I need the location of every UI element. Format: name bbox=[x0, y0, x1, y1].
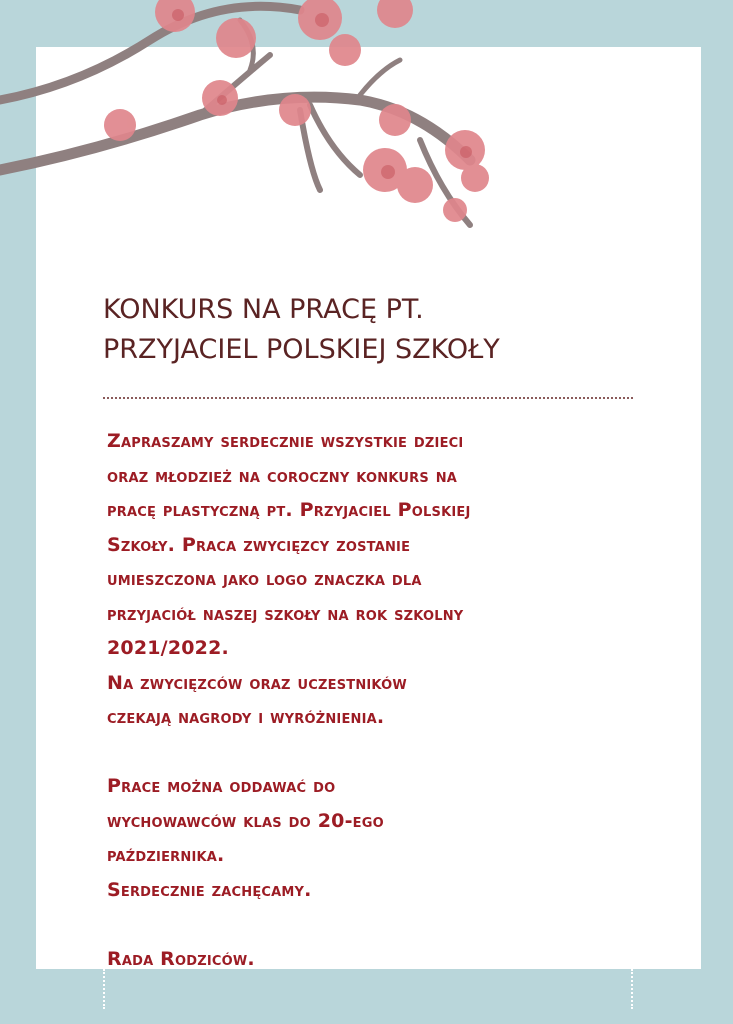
body-line: pracę plastyczną pt. Przyjaciel Polskiej bbox=[107, 499, 471, 521]
body-line: 2021/2022. bbox=[107, 637, 229, 659]
body-line: Prace można oddawać do bbox=[107, 775, 336, 797]
paragraph-gap bbox=[107, 735, 667, 770]
body-line: czekają nagrody i wyróżnienia. bbox=[107, 706, 385, 728]
body-line: umieszczona jako logo znaczka dla bbox=[107, 568, 422, 590]
dotted-marker-left bbox=[103, 969, 105, 1009]
body-line: Na zwycięzców oraz uczestników bbox=[107, 671, 407, 694]
dotted-marker-right bbox=[631, 969, 633, 1009]
title-line-1: KONKURS NA PRACĘ PT. bbox=[103, 294, 424, 325]
body-line: wychowawców klas do 20-ego bbox=[107, 809, 384, 832]
body-line: przyjaciół naszej szkoły na rok szkolny bbox=[107, 602, 464, 625]
body-line: Serdecznie zachęcamy. bbox=[107, 878, 312, 901]
dotted-divider bbox=[103, 397, 633, 399]
body-line: Szkoły. Praca zwycięzcy zostanie bbox=[107, 533, 411, 556]
announcement-body bbox=[107, 424, 667, 976]
signature: Rada Rodziców. bbox=[107, 947, 255, 970]
body-line: oraz młodzież na coroczny konkurs na bbox=[107, 464, 458, 487]
page-title bbox=[103, 290, 663, 370]
cherry-blossom-branch-icon bbox=[0, 0, 520, 250]
body-line: października. bbox=[107, 844, 225, 866]
paragraph-gap bbox=[107, 907, 667, 942]
title-line-2: PRZYJACIEL POLSKIEJ SZKOŁY bbox=[103, 334, 500, 365]
body-line: Zapraszamy serdecznie wszystkie dzieci bbox=[107, 430, 464, 452]
